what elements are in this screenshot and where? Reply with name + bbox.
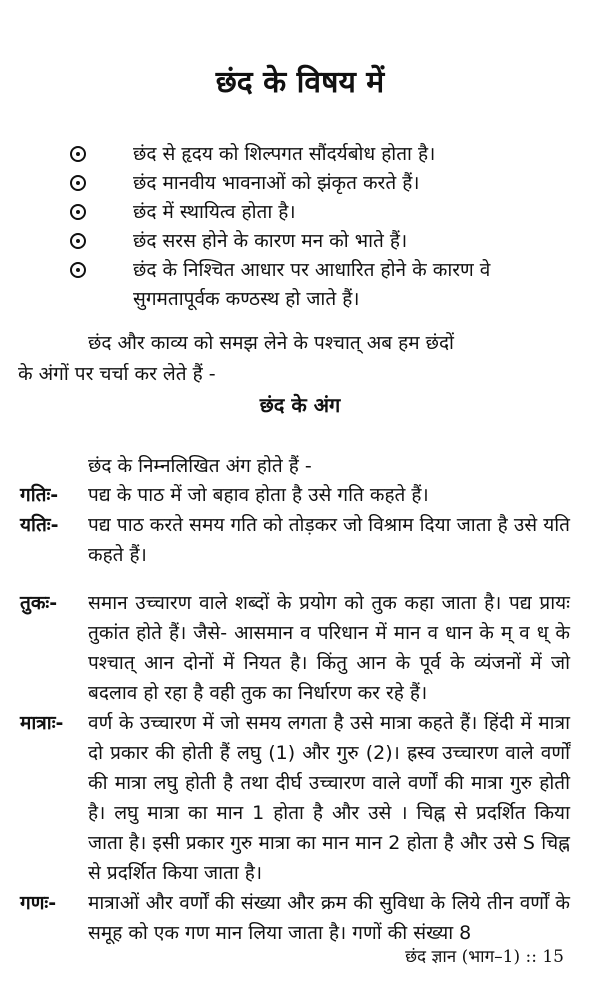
- definition-tuk: [0, 588, 600, 708]
- definition-term: यतिः-: [20, 514, 59, 536]
- circled-dot-icon: [70, 262, 86, 278]
- definition-term: तुकः-: [20, 592, 58, 614]
- list-item: [0, 198, 600, 227]
- definition-text: वर्ण के उच्चारण में जो समय लगता है उसे मात्रा कहते हैं। हिंदी में मात्रा दो प्रकार की होती हैं लघु (1) और गुरु (2)। ह्रस्व उच्चारण वाले वर्णों की मात्रा लघु होती है तथा दीर्घ उच्चारण वाले वर्णों की मात्रा गुरु होती है। लघु मात्रा का मान 1 होता है और उसे । चिह्न से प्रदर्शित किया जाता है। इसी प्रकार गुरु मात्रा का मान मान 2 होता है और उसे S चिह्न से प्रदर्शित किया जाता है।: [88, 712, 570, 884]
- definition-matra: [0, 708, 600, 888]
- circled-dot-icon: [70, 175, 86, 191]
- intro-paragraph: [18, 328, 578, 390]
- definition-term: मात्राः-: [20, 712, 64, 734]
- bullet-list: [0, 140, 600, 314]
- definition-text: समान उच्चारण वाले शब्दों के प्रयोग को तुक कहा जाता है। पद्य प्रायः तुकांत होते हैं। जैसे- आसमान व परिधान में मान व धान के म् व ध् के पश्चात् आन दोनों में नियत है। किंतु आन के पूर्व के व्यंजनों में जो बदलाव हो रहा है वही तुक का निर्धारण कर रहे हैं।: [88, 592, 570, 704]
- list-item-text: छंद से हृदय को शिल्पगत सौंदर्यबोध होता है।: [133, 143, 436, 165]
- definition-term: गणः-: [20, 892, 57, 914]
- definition-yati: [0, 510, 600, 570]
- list-item: [0, 256, 600, 314]
- circled-dot-icon: [70, 233, 86, 249]
- list-item-text: छंद सरस होने के कारण मन को भाते हैं।: [133, 230, 408, 252]
- definition-term: गतिः-: [20, 484, 59, 506]
- definition-gati: [0, 480, 600, 510]
- intro-line: के अंगों पर चर्चा कर लेते हैं -: [18, 363, 216, 385]
- definition-text: मात्राओं और वर्णों की संख्या और क्रम की सुविधा के लिये तीन वर्णों के समूह को एक गण मान लिया जाता है। गणों की संख्या 8: [88, 892, 570, 944]
- spacer: [0, 570, 600, 588]
- intro-line: छंद और काव्य को समझ लेने के पश्चात् अब हम छंदों: [88, 332, 454, 354]
- circled-dot-icon: [70, 146, 86, 162]
- list-item-text: छंद में स्थायित्व होता है।: [133, 201, 296, 223]
- section-heading: छंद के अंग: [259, 393, 341, 417]
- list-item: [0, 140, 600, 169]
- list-item-text: छंद के निश्चित आधार पर आधारित होने के कारण वे सुगमतापूर्वक कण्ठस्थ हो जाते हैं।: [133, 259, 491, 310]
- list-item: [0, 227, 600, 256]
- definitions-list: [0, 480, 600, 948]
- definition-gan: [0, 888, 600, 948]
- list-item: [0, 169, 600, 198]
- page-footer: छंद ज्ञान (भाग–1) :: 15: [405, 947, 564, 967]
- page-title: छंद के विषय में: [215, 65, 385, 100]
- definition-text: पद्य के पाठ में जो बहाव होता है उसे गति कहते हैं।: [88, 484, 429, 506]
- definition-text: पद्य पाठ करते समय गति को तोड़कर जो विश्राम दिया जाता है उसे यति कहते हैं।: [88, 514, 570, 566]
- circled-dot-icon: [70, 204, 86, 220]
- lead-sentence: छंद के निम्नलिखित अंग होते हैं -: [88, 455, 312, 477]
- list-item-text: छंद मानवीय भावनाओं को झंकृत करते हैं।: [133, 172, 420, 194]
